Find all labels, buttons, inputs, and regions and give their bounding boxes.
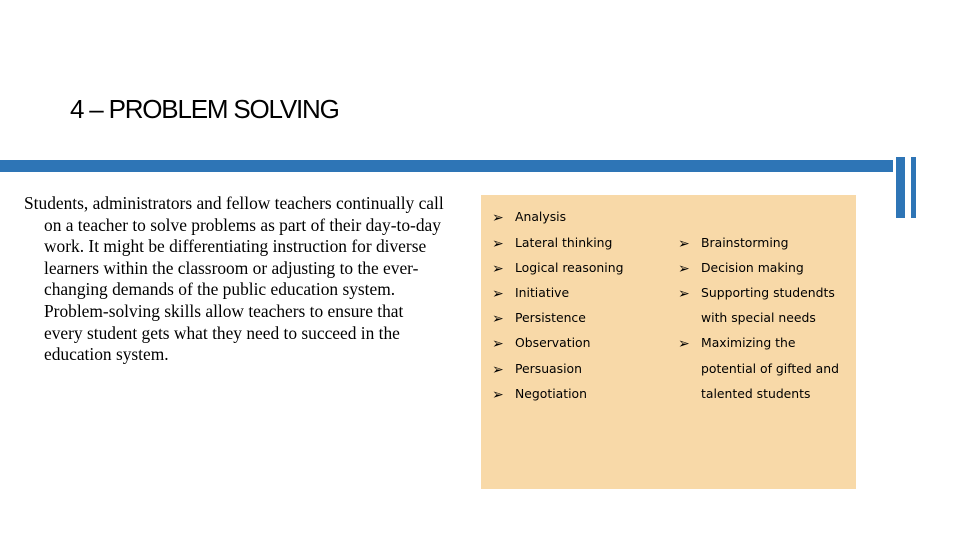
skill-item: Supporting studendts (701, 285, 835, 300)
arrowhead-bullet-icon: ➢ (492, 261, 504, 277)
arrowhead-bullet-icon: ➢ (492, 387, 504, 403)
arrowhead-bullet-icon: ➢ (678, 236, 690, 252)
skill-item: Initiative (515, 285, 570, 300)
arrowhead-bullet-icon: ➢ (492, 210, 504, 226)
skill-item: Persistence (515, 310, 586, 325)
body-paragraph: Students, administrators and fellow teachers continually call on a teacher to solve problems as part of their day-to-day work. It might be differentiating instruction for diverse learners within the classroom or adjusting to the ever-changing demands of the public education system. Problem-solving skills allow teachers to ensure that every student gets what they need to succeed in the education system. (24, 193, 444, 365)
skill-item: Persuasion (515, 361, 582, 376)
corner-bar-thick (896, 157, 905, 218)
arrowhead-bullet-icon: ➢ (678, 336, 690, 352)
arrowhead-bullet-icon: ➢ (492, 286, 504, 302)
arrowhead-bullet-icon: ➢ (492, 336, 504, 352)
skill-item: Logical reasoning (515, 260, 624, 275)
skill-item: Maximizing the (701, 335, 796, 350)
corner-bar-thin (911, 157, 916, 218)
arrowhead-bullet-icon: ➢ (492, 236, 504, 252)
skill-item: Brainstorming (701, 235, 789, 250)
skill-item: Lateral thinking (515, 235, 613, 250)
arrowhead-bullet-icon: ➢ (678, 286, 690, 302)
skill-item: Decision making (701, 260, 804, 275)
arrowhead-bullet-icon: ➢ (492, 311, 504, 327)
slide-title: 4 – PROBLEM SOLVING (70, 94, 339, 124)
skill-item-continuation: potential of gifted and (701, 361, 839, 376)
skill-item: Observation (515, 335, 591, 350)
title-underline-bar (0, 160, 893, 172)
skill-item-continuation: talented students (701, 386, 811, 401)
skill-item: Analysis (515, 209, 567, 224)
skill-item: Negotiation (515, 386, 587, 401)
skill-item-continuation: with special needs (701, 310, 816, 325)
arrowhead-bullet-icon: ➢ (492, 362, 504, 378)
arrowhead-bullet-icon: ➢ (678, 261, 690, 277)
